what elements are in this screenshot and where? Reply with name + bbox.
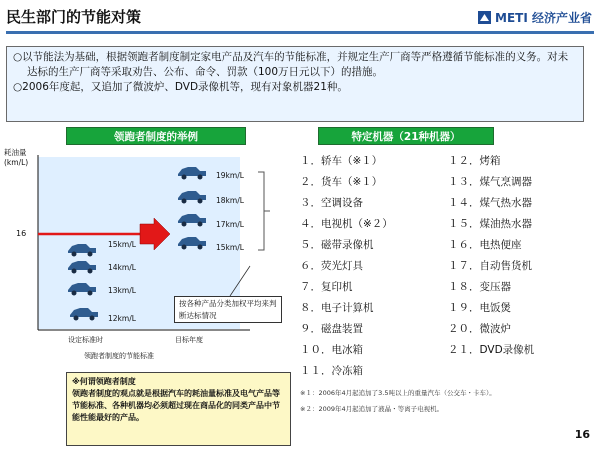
list-item: １９．电饭煲 [448,302,511,314]
list-item: ５．磁带录像机 [300,239,374,251]
list-item: ７．复印机 [300,281,353,293]
list-item: １３．煤气烹调器 [448,176,532,188]
title-divider [6,31,594,34]
list-item: １４．煤气热水器 [448,197,532,209]
car-label: 19km/L [216,171,244,180]
car-label: 15km/L [108,240,136,249]
list-item: ２．货车（※１） [300,176,383,188]
list-item: １８．变压器 [448,281,511,293]
car-icon [68,261,96,274]
equipment-list-col1 [300,151,393,382]
list-item: １２．烤箱 [448,155,501,167]
left-panel-header: 领跑者制度的举例 [66,127,246,145]
definition-title: ※何谓领跑者制度 [72,377,136,386]
intro-line-1: ○以节能法为基础，根据领跑者制度制定家电产品及汽车的节能标准，并规定生产厂商等严格遵循节能标准的义务。对未达标的生产厂商等采取劝告、公布、命令、罚款（100万日元以下）的措施。 [13,51,569,78]
car-label: 13km/L [108,286,136,295]
page-title: 民生部门的节能对策 [6,8,142,26]
list-item: ２１．DVD录像机 [448,344,535,356]
list-item: ８．电子计算机 [300,302,374,314]
car-label: 17km/L [216,220,244,229]
list-item: １．轿车（※１） [300,155,383,167]
intro-line-2: ○2006年度起，又追加了微波炉、DVD录像机等，现有对象机器21种。 [13,81,348,93]
bracket-right [258,172,264,250]
car-label: 14km/L [108,263,136,272]
x-label-target: 目标年度 [175,336,203,344]
equipment-list-col2 [448,151,534,361]
list-item: １６．电热便座 [448,239,522,251]
car-icon [178,214,206,227]
list-item: ３．空调设备 [300,197,363,209]
definition-box [66,372,291,446]
red-arrow-icon [140,218,170,250]
list-item: ２０．微波炉 [448,323,511,335]
callout-pointer [230,266,250,296]
footnote-1: ※１：2006年4月起追加了3.5吨以上的重量汽车（公交车・卡车）。 [300,389,496,397]
right-panel-header: 特定机器（21种机器） [318,127,494,145]
list-item: １７．自动售货机 [448,260,532,272]
car-label: 18km/L [216,196,244,205]
car-icon [178,167,206,180]
marker-value-16: 16 [16,229,27,238]
list-item: ９．磁盘装置 [300,323,363,335]
logo-text: METI 经济产业省 [495,11,592,25]
y-axis-label: 耗油量 (km/L) [4,148,29,167]
meti-logo-icon [478,11,491,24]
intro-box [6,46,584,122]
page-number: 16 [574,428,590,441]
list-item: １１．冷冻箱 [300,365,363,377]
list-item: １０．电冰箱 [300,344,363,356]
list-item: ６．荧光灯具 [300,260,363,272]
car-icon [70,308,98,321]
meti-logo [478,9,592,26]
car-icon [178,191,206,204]
footnote-2: ※２：2009年4月起追加了液晶・等离子电视机。 [300,405,444,413]
car-icon [68,244,96,257]
car-label: 15km/L [216,243,244,252]
definition-body: 领跑者制度的观点就是根据汽车的耗油量标准及电气产品等节能标准、各种机器均必须超过现在商品化的同类产品中节能性能最好的产品。 [72,389,280,422]
car-icon [68,283,96,296]
car-icon [178,237,206,250]
car-label: 12km/L [108,314,136,323]
chart-caption: 领跑者制度的节能标准 [84,352,154,360]
list-item: １５．煤油热水器 [448,218,532,230]
weighted-average-callout: 按各种产品分类加权平均来判断达标情况 [174,296,282,323]
x-label-baseline: 设定标准时 [68,336,103,344]
list-item: ４．电视机（※２） [300,218,393,230]
